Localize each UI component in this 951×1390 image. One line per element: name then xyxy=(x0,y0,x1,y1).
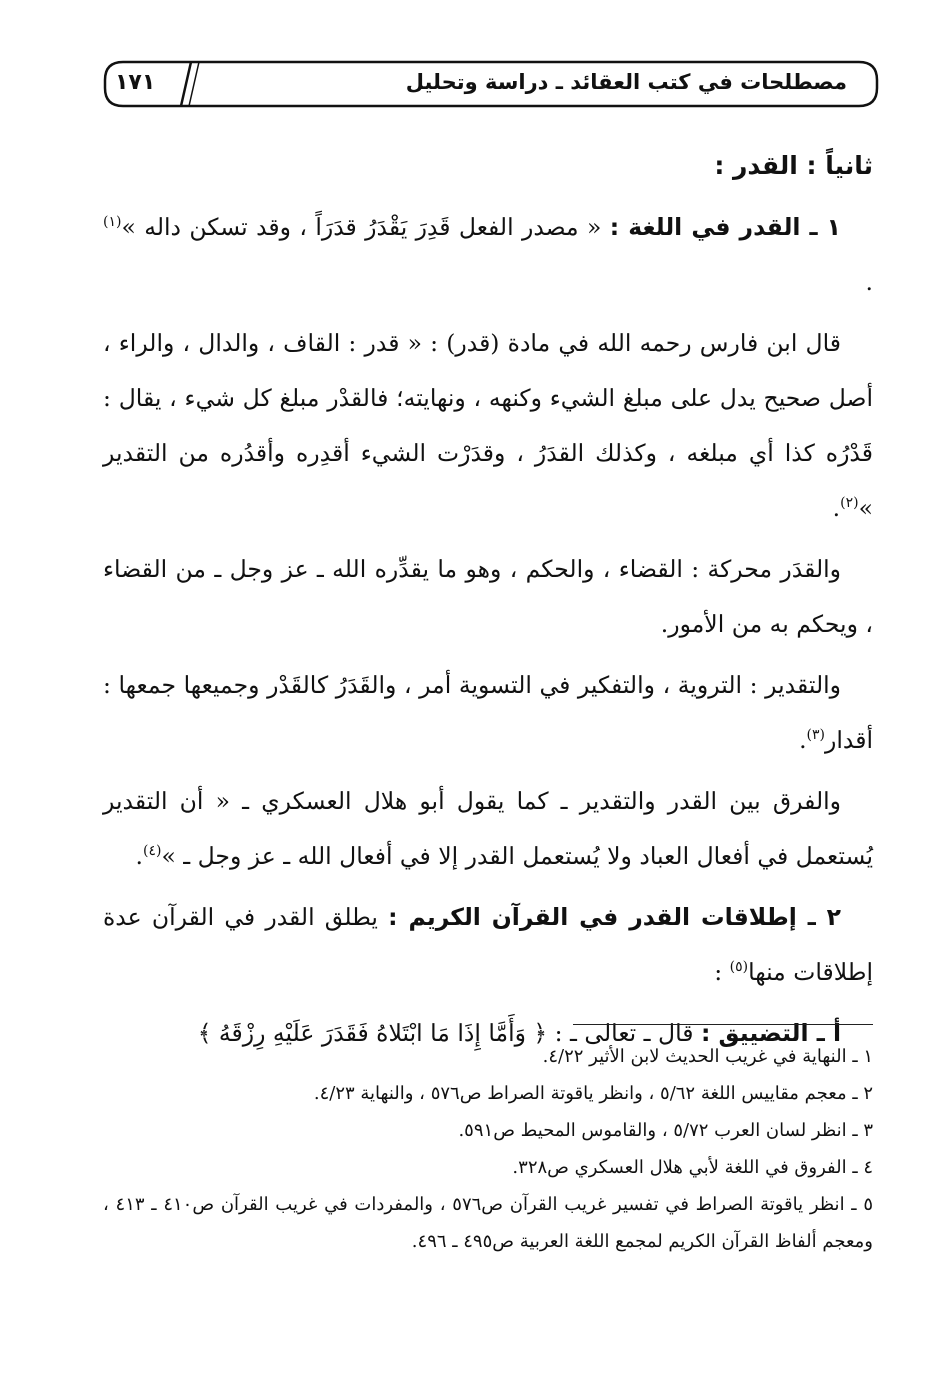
paragraph-1-label: ١ ـ القدر في اللغة : xyxy=(609,213,841,241)
footnote-ref-2: (٢) xyxy=(840,495,859,512)
page-number: ١٧١ xyxy=(115,70,156,95)
section-heading-text: ثانياً : القدر : xyxy=(714,151,873,180)
book-title: مصطلحات في كتب العقائد ـ دراسة وتحليل xyxy=(405,70,847,94)
paragraph-5 xyxy=(103,774,873,884)
paragraph-4-end: . xyxy=(799,726,807,754)
paragraph-6 xyxy=(103,890,873,1000)
paragraph-5-text: والفرق بين القدر والتقدير ـ كما يقول أبو هلال العسكري ـ « أن التقدير يُستعمل في أفعال العباد ولا يُستعمل القدر إلا في أفعال الله ـ عز وجل ـ » xyxy=(103,787,873,870)
paragraph-2-end: . xyxy=(832,494,841,522)
footnote-ref-1: (١) xyxy=(103,214,122,231)
paragraph-2 xyxy=(103,316,873,536)
paragraph-6-text: يطلق القدر في القرآن عدة إطلاقات منها xyxy=(103,903,873,986)
paragraph-3-text: والقدَر محركة : القضاء ، والحكم ، وهو ما يقدِّره الله ـ عز وجل ـ من القضاء ، ويحكم به من الأمور. xyxy=(103,555,873,638)
main-text xyxy=(103,138,873,1067)
footnote-5: ٥ ـ انظر ياقوتة الصراط في تفسير غريب القرآن ص٥٧٦ ، والمفردات في غريب القرآن ص٤١٠ ـ ٤١٣ ، ومعجم ألفاظ القرآن الكريم لمجمع اللغة العربية ص٤٩٥ ـ ٤٩٦. xyxy=(103,1194,873,1252)
paragraph-4 xyxy=(103,658,873,768)
paragraph-1 xyxy=(103,200,873,310)
paragraph-7-text: قال ـ تعالى ـ : ﴿ وَأَمَّا إِذَا مَا ابْتَلاهُ فَقَدَرَ عَلَيْهِ رِزْقَهُ ﴾ xyxy=(197,1019,701,1047)
paragraph-1-end: . xyxy=(865,268,873,296)
paragraph-2-text: قال ابن فارس رحمه الله في مادة (قدر) : « قدر : القاف ، والدال ، والراء ، أصل صحيح يدل على مبلغ الشيء وكنهه ، ونهايته؛ فالقدْر مبلغ كل شيء ، يقال : قَدْرُه كذا أي مبلغه ، وكذلك القدَرُ ، وقدَرْت الشيء أقدِره وأقدُره من التقدير » xyxy=(103,329,873,522)
footnote-1: ١ ـ النهاية في غريب الحديث لابن الأثير ٤/٢٢. xyxy=(542,1046,873,1067)
footnotes xyxy=(103,1038,873,1260)
footnote-ref-3: (٣) xyxy=(806,727,826,744)
paragraph-3 xyxy=(103,542,873,652)
paragraph-5-end: . xyxy=(135,842,143,870)
footnote-ref-5: (٥) xyxy=(729,959,749,976)
section-heading xyxy=(103,138,873,194)
paragraph-6-label: ٢ ـ إطلاقات القدر في القرآن الكريم : xyxy=(388,903,841,931)
footnote-4: ٤ ـ الفروق في اللغة لأبي هلال العسكري ص٣٢٨. xyxy=(512,1157,873,1178)
paragraph-6-end: : xyxy=(714,958,730,986)
footnote-2: ٢ ـ معجم مقاييس اللغة ٥/٦٢ ، وانظر ياقوتة الصراط ص٥٧٦ ، والنهاية ٤/٢٣. xyxy=(313,1083,873,1104)
footnote-3: ٣ ـ انظر لسان العرب ٥/٧٢ ، والقاموس المحيط ص٥٩١. xyxy=(458,1120,873,1141)
paragraph-4-text: والتقدير : التروية ، والتفكير في التسوية أمر ، والقَدَرُ كالقَدْر وجميعها جمعها : أقدار xyxy=(103,671,873,754)
footnote-separator xyxy=(573,1024,873,1025)
running-header xyxy=(103,60,879,108)
paragraph-1-text: « مصدر الفعل قَدِرَ يَقْدَرُ قدَرَاً ، وقد تسكن داله » xyxy=(121,213,610,241)
footnote-ref-4: (٤) xyxy=(142,843,162,860)
paragraph-7-label: أ ـ التضييق : xyxy=(700,1019,841,1047)
